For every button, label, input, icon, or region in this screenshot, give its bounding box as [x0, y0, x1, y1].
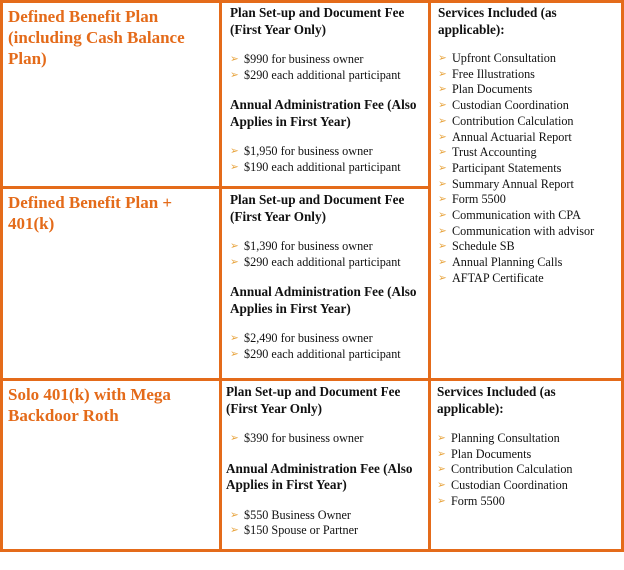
- service-item-label: Form 5500: [452, 192, 506, 207]
- bullet-icon: ➢: [230, 162, 239, 174]
- service-item: [438, 192, 620, 208]
- bullet-icon: ➢: [438, 115, 447, 127]
- fee-item: ➢ $150 Spouse or Partner: [230, 523, 359, 538]
- bullet-icon: ➢: [438, 241, 447, 253]
- service-item-label: Communication with CPA: [452, 208, 581, 223]
- bullet-icon: ➢: [438, 53, 447, 64]
- bullet-icon: ➢: [438, 100, 447, 112]
- service-item-label: Upfront Consultation: [452, 51, 556, 65]
- bullet-icon: ➢: [230, 349, 239, 361]
- fee-item: ➢ $290 each additional participant: [230, 254, 401, 269]
- service-item-label: AFTAP Certificate: [452, 270, 544, 285]
- fees-cell-solo-401k: [226, 384, 426, 539]
- bullet-icon: ➢: [230, 241, 239, 252]
- service-item: [438, 51, 620, 67]
- services-heading: Services Included (as applicable):: [438, 5, 557, 37]
- plan-name-solo-401k: Solo 401(k) with Mega Backdoor Roth: [8, 385, 171, 425]
- service-item-label: Planning Consultation: [451, 431, 560, 445]
- admin-fee-heading: Annual Administration Fee (Also Applies in First Year): [230, 284, 417, 316]
- bullet-icon: ➢: [438, 194, 447, 206]
- fees-cell-defined-benefit-401k: [230, 192, 426, 363]
- service-item-label: Contribution Calculation: [452, 113, 574, 128]
- fee-item: ➢ $1,390 for business owner: [230, 239, 373, 253]
- row-divider-2: [0, 378, 624, 381]
- service-item: [437, 447, 619, 463]
- admin-fee-heading: Annual Administration Fee (Also Applies in First Year): [230, 97, 417, 129]
- bullet-icon: ➢: [438, 162, 447, 174]
- service-item-label: Free Illustrations: [452, 66, 535, 81]
- bullet-icon: ➢: [437, 433, 446, 444]
- fee-item: ➢ $190 each additional participant: [230, 160, 401, 175]
- admin-fee-heading: Annual Administration Fee (Also Applies in First Year): [226, 460, 413, 493]
- fee-item: ➢ $390 for business owner: [230, 431, 364, 445]
- bullet-icon: ➢: [438, 178, 447, 190]
- fee-item: ➢ $2,490 for business owner: [230, 331, 373, 346]
- service-item-label: Plan Documents: [452, 82, 533, 97]
- bullet-icon: ➢: [438, 210, 447, 222]
- service-item-label: Plan Documents: [451, 446, 532, 461]
- service-item-label: Trust Accounting: [452, 145, 537, 160]
- bullet-icon: ➢: [230, 69, 239, 81]
- column-divider-2: [428, 0, 431, 552]
- services-list: [438, 51, 620, 287]
- service-item: [438, 98, 620, 114]
- bullet-icon: ➢: [438, 272, 447, 284]
- service-item: [438, 145, 620, 161]
- table-border-bottom: [0, 549, 624, 552]
- fees-cell-defined-benefit: [230, 5, 426, 176]
- table-border-top: [0, 0, 624, 3]
- service-item: [437, 478, 619, 494]
- service-item: [437, 431, 619, 447]
- service-item-label: Communication with advisor: [452, 223, 595, 238]
- services-cell-solo-401k: [437, 384, 619, 510]
- bullet-icon: ➢: [230, 433, 239, 444]
- service-item: [438, 114, 620, 130]
- fee-item: ➢ $290 each additional participant: [230, 67, 401, 82]
- bullet-icon: ➢: [230, 54, 239, 65]
- service-item-label: Form 5500: [451, 493, 505, 508]
- service-item-label: Participant Statements: [452, 160, 562, 175]
- bullet-icon: ➢: [230, 256, 239, 268]
- fee-item: ➢ $990 for business owner: [230, 52, 364, 66]
- bullet-icon: ➢: [437, 495, 446, 507]
- services-list: [437, 431, 619, 510]
- bullet-icon: ➢: [438, 131, 447, 143]
- service-item: [438, 130, 620, 146]
- bullet-icon: ➢: [438, 147, 447, 159]
- bullet-icon: ➢: [438, 68, 447, 80]
- fee-item: ➢ $290 each additional participant: [230, 347, 401, 362]
- services-cell-defined-benefit: [438, 5, 620, 287]
- bullet-icon: ➢: [230, 333, 239, 345]
- service-item-label: Custodian Coordination: [451, 478, 568, 493]
- service-item: [438, 271, 620, 287]
- bullet-icon: ➢: [438, 84, 447, 96]
- bullet-icon: ➢: [437, 448, 446, 460]
- column-divider-1: [219, 0, 222, 552]
- service-item: [437, 462, 619, 478]
- setup-fee-heading: Plan Set-up and Document Fee (First Year Only): [230, 192, 405, 224]
- fee-item: ➢ $550 Business Owner: [230, 507, 351, 522]
- setup-fee-heading: Plan Set-up and Document Fee (First Year Only): [230, 5, 405, 37]
- table-border-left: [0, 0, 3, 552]
- service-item: [437, 494, 619, 510]
- service-item: [438, 161, 620, 177]
- services-heading: Services Included (as applicable):: [437, 384, 556, 416]
- service-item: [438, 177, 620, 193]
- service-item: [438, 239, 620, 255]
- service-item-label: Summary Annual Report: [452, 176, 574, 191]
- plan-name-defined-benefit-401k: Defined Benefit Plan + 401(k): [8, 193, 173, 233]
- bullet-icon: ➢: [437, 480, 446, 492]
- setup-fee-heading: Plan Set-up and Document Fee (First Year Only): [226, 384, 401, 416]
- bullet-icon: ➢: [437, 464, 446, 476]
- bullet-icon: ➢: [230, 525, 239, 537]
- service-item: [438, 67, 620, 83]
- plan-name-defined-benefit: Defined Benefit Plan (including Cash Balance Plan): [8, 7, 185, 68]
- service-item-label: Contribution Calculation: [451, 462, 573, 477]
- fee-item: ➢ $1,950 for business owner: [230, 144, 373, 159]
- bullet-icon: ➢: [438, 225, 447, 237]
- bullet-icon: ➢: [230, 509, 239, 521]
- service-item-label: Annual Planning Calls: [452, 255, 563, 270]
- service-item-label: Custodian Coordination: [452, 98, 569, 113]
- service-item: [438, 208, 620, 224]
- bullet-icon: ➢: [230, 146, 239, 158]
- bullet-icon: ➢: [438, 257, 447, 269]
- service-item: [438, 82, 620, 98]
- row-divider-1: [0, 186, 431, 189]
- service-item-label: Schedule SB: [452, 239, 515, 254]
- service-item: [438, 224, 620, 240]
- service-item: [438, 255, 620, 271]
- service-item-label: Annual Actuarial Report: [452, 129, 572, 144]
